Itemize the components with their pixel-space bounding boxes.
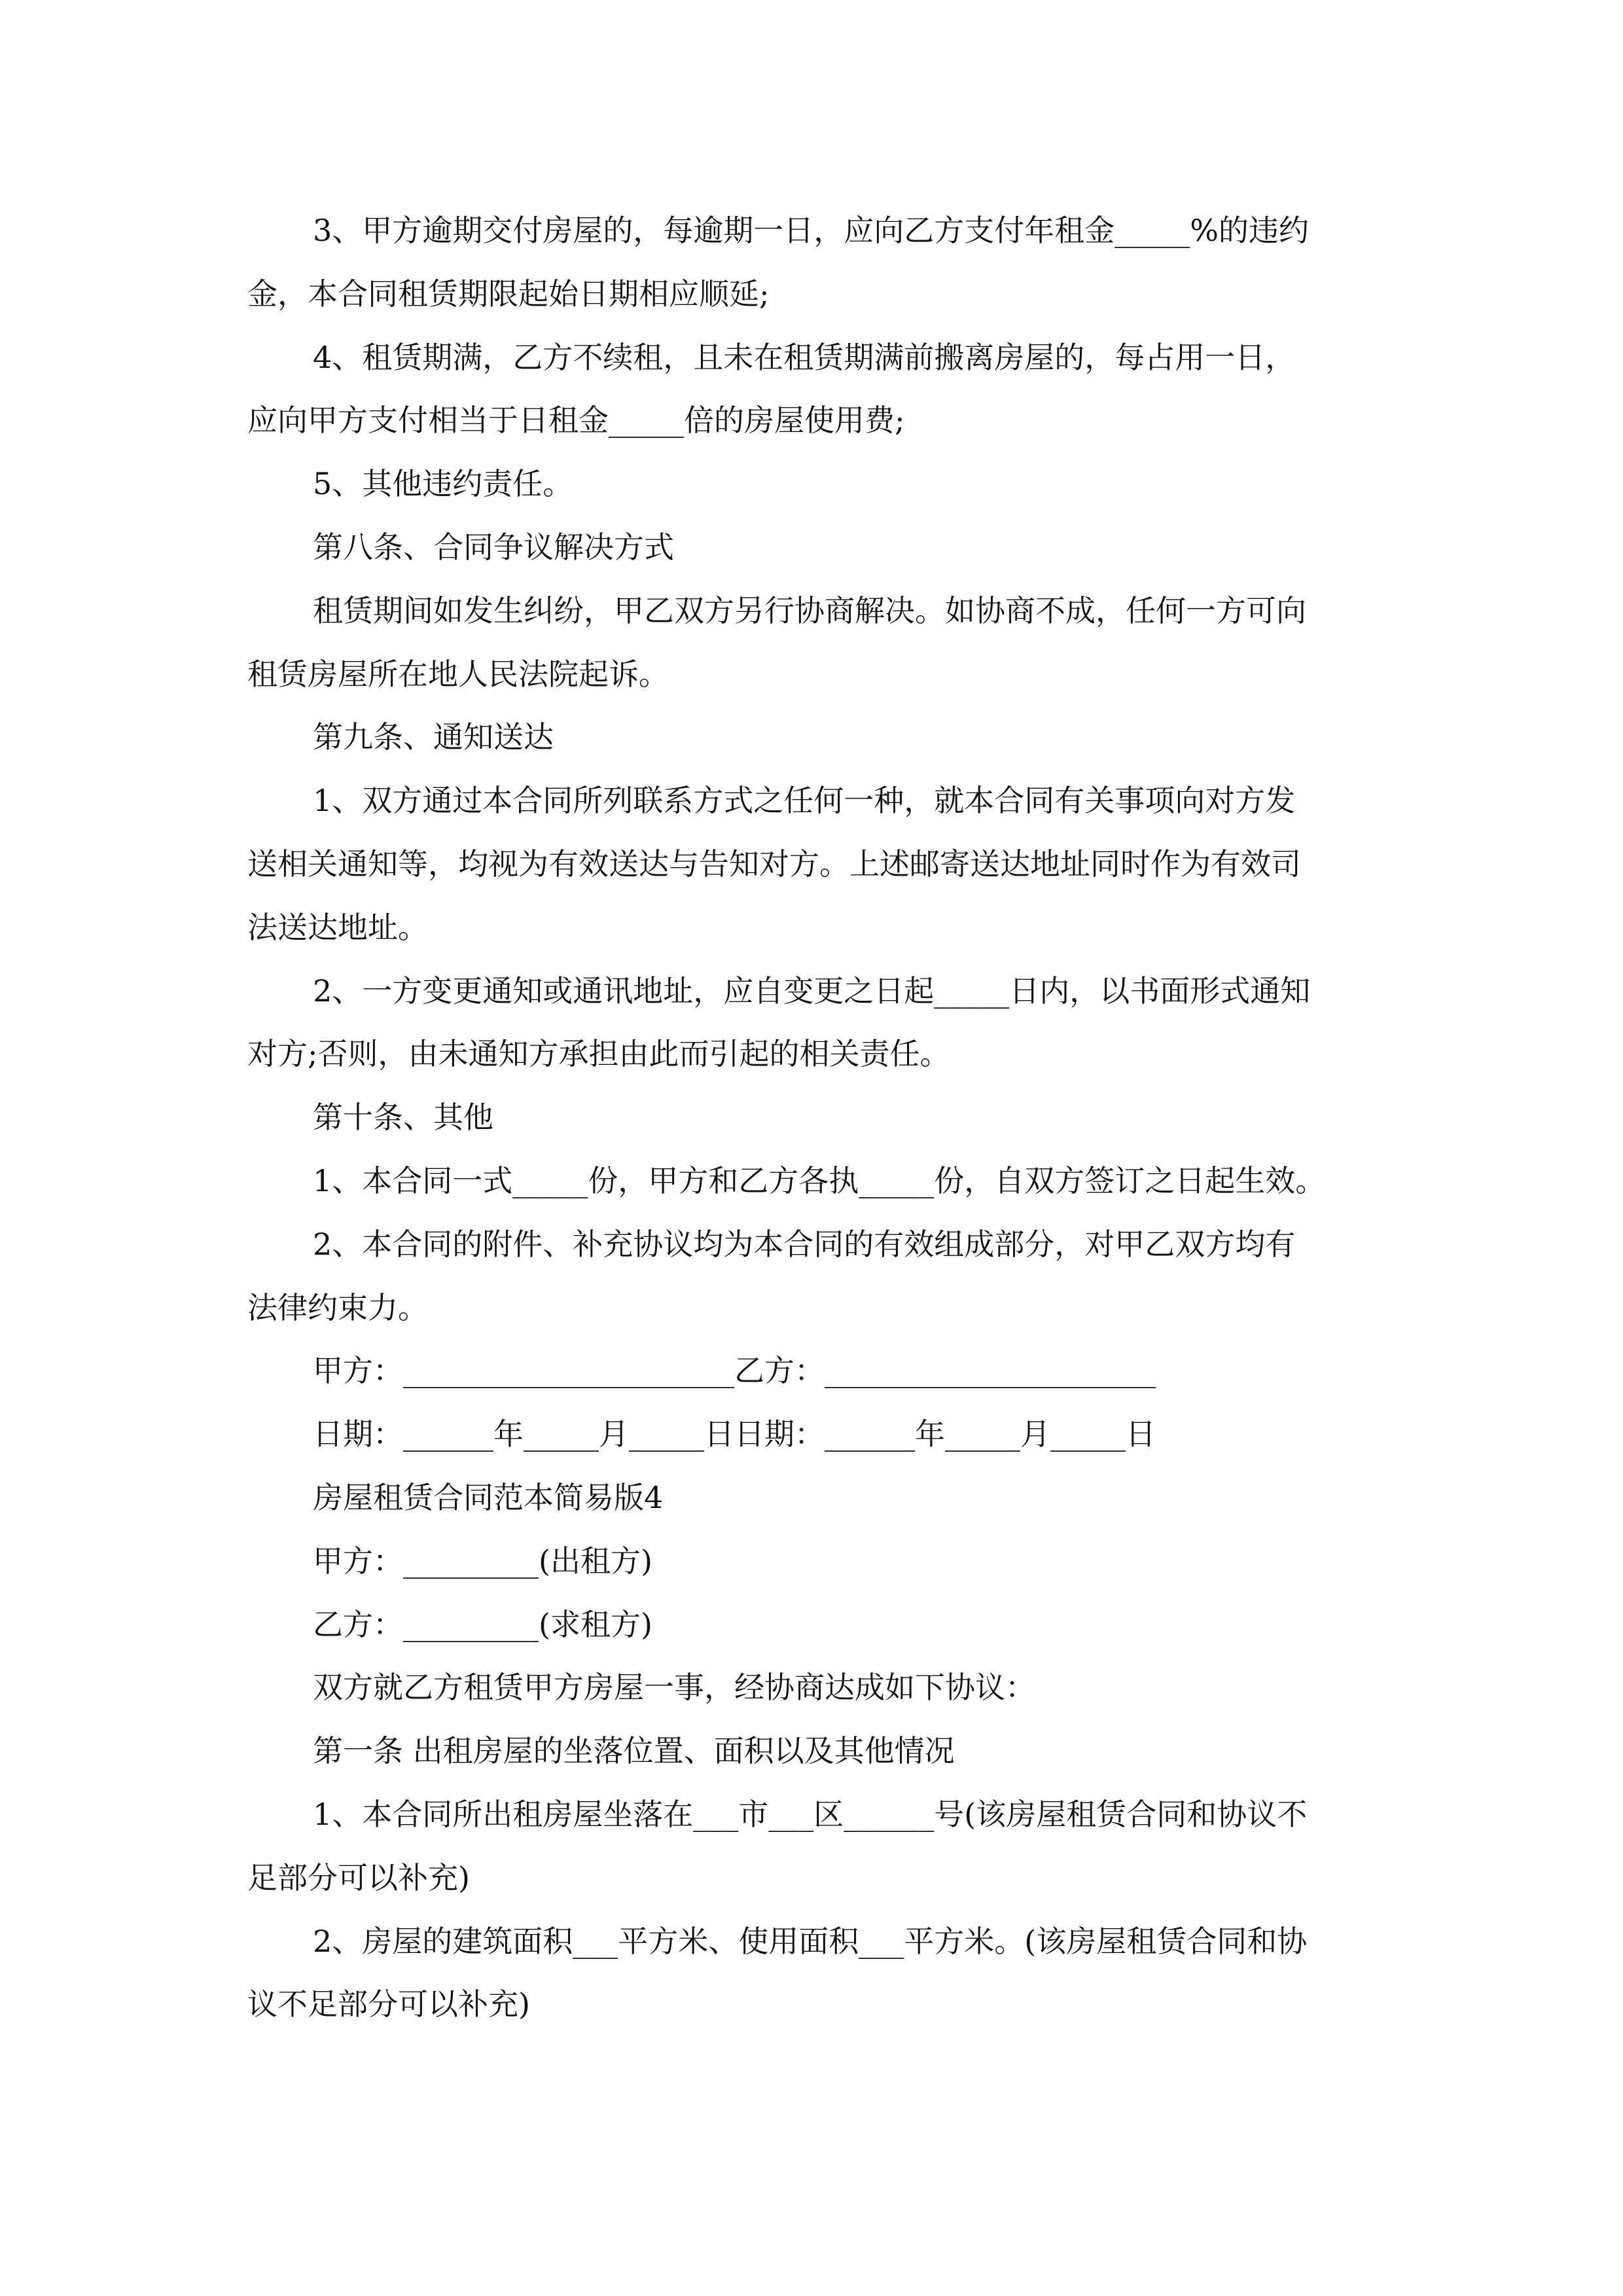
text-line: 1、本合同一式_____份，甲方和乙方各执_____份，自双方签订之日起生效。 bbox=[313, 1163, 1326, 1198]
party-b-line: 乙方：_________(求租方) bbox=[313, 1607, 652, 1642]
text-line: 2、一方变更通知或通讯地址，应自变更之日起_____日内，以书面形式通知 bbox=[313, 973, 1311, 1009]
text-line: 3、甲方逾期交付房屋的，每逾期一日，应向乙方支付年租金_____%的违约 bbox=[313, 213, 1309, 248]
text-line: 送相关通知等，均视为有效送达与告知对方。上述邮寄送达地址同时作为有效司 bbox=[247, 846, 1301, 882]
text-line: 1、本合同所出租房屋坐落在___市___区______号(该房屋租赁合同和协议不 bbox=[313, 1797, 1308, 1832]
signature-line: 甲方：______________________乙方：______________________ bbox=[313, 1353, 1156, 1388]
section-heading: 第八条、合同争议解决方式 bbox=[313, 529, 674, 565]
text-line: 法送达地址。 bbox=[247, 910, 428, 945]
text-line: 2、房屋的建筑面积___平方米、使用面积___平方米。(该房屋租赁合同和协 bbox=[313, 1924, 1308, 1959]
party-a-line: 甲方：_________(出租方) bbox=[313, 1543, 652, 1579]
section-heading: 第十条、其他 bbox=[313, 1100, 493, 1135]
section-heading: 第九条、通知送达 bbox=[313, 719, 554, 755]
text-line: 法律约束力。 bbox=[247, 1290, 428, 1325]
text-line: 金，本合同租赁期限起始日期相应顺延; bbox=[247, 276, 770, 312]
document-title: 房屋租赁合同范本简易版4 bbox=[313, 1480, 664, 1515]
text-line: 1、双方通过本合同所列联系方式之任何一种，就本合同有关事项向对方发 bbox=[313, 783, 1296, 818]
text-line: 2、本合同的附件、补充协议均为本合同的有效组成部分，对甲乙双方均有 bbox=[313, 1227, 1296, 1262]
text-line: 双方就乙方租赁甲方房屋一事，经协商达成如下协议： bbox=[313, 1670, 1035, 1705]
text-line: 5、其他违约责任。 bbox=[313, 466, 573, 501]
text-line: 租赁房屋所在地人民法院起诉。 bbox=[247, 656, 669, 692]
text-line: 租赁期间如发生纠纷，甲乙双方另行协商解决。如协商不成，任何一方可向 bbox=[313, 593, 1306, 628]
text-line: 4、租赁期满，乙方不续租，且未在租赁期满前搬离房屋的，每占用一日， bbox=[313, 340, 1296, 375]
text-line: 应向甲方支付相当于日租金_____倍的房屋使用费; bbox=[247, 403, 905, 438]
date-line: 日期：______年_____月_____日日期：______年_____月_____日 bbox=[313, 1416, 1156, 1452]
text-line: 议不足部分可以补充) bbox=[247, 1986, 530, 2022]
section-heading: 第一条 出租房屋的坐落位置、面积以及其他情况 bbox=[313, 1733, 955, 1768]
text-line: 对方;否则，由未通知方承担由此而引起的相关责任。 bbox=[247, 1036, 950, 1071]
text-line: 足部分可以补充) bbox=[247, 1860, 470, 1895]
